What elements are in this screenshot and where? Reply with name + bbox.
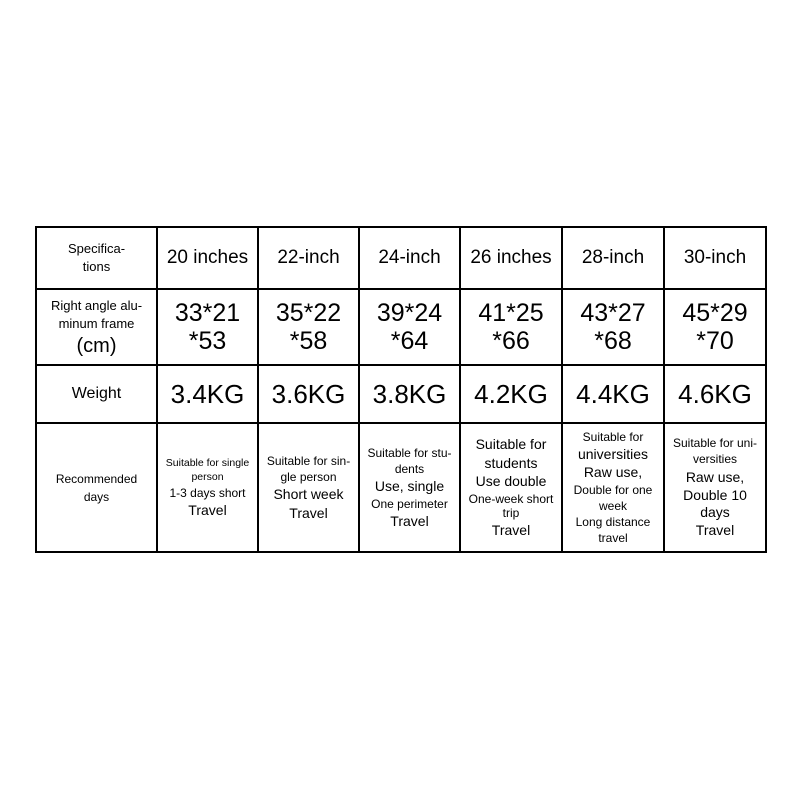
recommended-line: Suitable for sin-	[266, 453, 351, 468]
recommended-line: Suitable for	[475, 436, 547, 453]
dimensions-label: Right angle alu- minum frame	[50, 297, 143, 331]
specification-table	[35, 226, 767, 553]
recommended-line: Suitable for	[582, 429, 644, 444]
dimensions-value-5	[664, 289, 766, 365]
recommended-line: person	[191, 471, 224, 484]
recommended-line: 1-3 days short	[169, 485, 246, 500]
weight-text-1: 3.6KG	[271, 378, 346, 409]
recommended-line: Double for one	[573, 482, 653, 497]
recommended-line: Use double	[475, 473, 547, 490]
recommended-line: Raw use,	[583, 464, 643, 481]
recommended-line: travel	[598, 531, 628, 546]
header-specifications-cell	[36, 227, 157, 289]
dimensions-text-2: 39*24 *64	[376, 299, 443, 355]
recommended-lines-4	[567, 430, 659, 546]
weight-value-1	[258, 365, 359, 423]
size-label-4: 28-inch	[581, 247, 645, 268]
recommended-line: Suitable for stu-	[367, 445, 452, 460]
recommended-line: One-week short trip	[468, 491, 554, 521]
size-label-5: 30-inch	[683, 247, 747, 268]
recommended-cell-3	[460, 423, 562, 552]
weight-value-5	[664, 365, 766, 423]
table-row	[36, 365, 766, 423]
dimensions-value-4	[562, 289, 664, 365]
dimensions-text-5: 45*29 *70	[682, 299, 748, 355]
table-row	[36, 423, 766, 552]
recommended-line: versities	[692, 452, 737, 467]
recommended-line: Travel	[390, 512, 429, 529]
weight-text-2: 3.8KG	[372, 378, 447, 409]
recommended-cell-4	[562, 423, 664, 552]
recommended-lines-1	[263, 433, 354, 543]
recommended-cell-1	[258, 423, 359, 552]
recommended-lines-0	[162, 433, 253, 543]
weight-text-4: 4.4KG	[576, 378, 650, 409]
row-label-dimensions	[36, 289, 157, 365]
recommended-line: Double 10 days	[683, 487, 747, 520]
dimensions-value-3	[460, 289, 562, 365]
dimensions-text-4: 43*27 *68	[580, 299, 646, 355]
recommended-line: universities	[577, 445, 649, 462]
recommended-lines-5	[669, 433, 761, 543]
recommended-days-label: Recommended days	[55, 471, 138, 504]
dimensions-unit: (cm)	[76, 334, 117, 357]
weight-text-3: 4.2KG	[474, 378, 548, 409]
header-specifications-label: Specifica- tions	[67, 241, 126, 274]
recommended-line: Suitable for single	[165, 456, 250, 469]
weight-value-4	[562, 365, 664, 423]
recommended-line: Raw use,	[685, 468, 745, 485]
row-label-weight	[36, 365, 157, 423]
recommended-lines-2	[364, 433, 455, 543]
recommended-line: gle person	[280, 469, 337, 484]
header-size-cell-1	[258, 227, 359, 289]
dimensions-value-1	[258, 289, 359, 365]
dimensions-value-2	[359, 289, 460, 365]
size-label-0: 20 inches	[166, 247, 249, 268]
dimensions-text-1: 35*22 *58	[275, 299, 342, 355]
recommended-line: Short week	[273, 486, 344, 503]
recommended-line: One perimeter	[371, 496, 448, 511]
table-row	[36, 289, 766, 365]
dimensions-value-0	[157, 289, 258, 365]
table-header-row	[36, 227, 766, 289]
recommended-line: Suitable for uni-	[672, 436, 758, 451]
weight-text-5: 4.6KG	[678, 378, 752, 409]
weight-text-0: 3.4KG	[170, 378, 245, 409]
row-label-recommended-days	[36, 423, 157, 552]
recommended-line: week	[598, 498, 627, 513]
recommended-line: Travel	[491, 522, 531, 539]
header-size-cell-4	[562, 227, 664, 289]
size-label-3: 26 inches	[470, 247, 552, 268]
header-size-cell-0	[157, 227, 258, 289]
size-label-2: 24-inch	[378, 247, 441, 268]
recommended-line: Use, single	[374, 478, 445, 495]
recommended-lines-3	[465, 433, 557, 543]
weight-value-3	[460, 365, 562, 423]
size-label-1: 22-inch	[277, 247, 340, 268]
recommended-cell-2	[359, 423, 460, 552]
weight-value-0	[157, 365, 258, 423]
dimensions-text-3: 41*25 *66	[478, 299, 544, 355]
recommended-line: Travel	[289, 504, 328, 521]
recommended-line: Travel	[188, 501, 227, 518]
weight-label: Weight	[71, 385, 122, 402]
recommended-line: students	[484, 454, 538, 471]
recommended-line: dents	[394, 461, 425, 476]
dimensions-text-0: 33*21 *53	[174, 299, 241, 355]
recommended-line: Travel	[695, 522, 735, 539]
recommended-cell-0	[157, 423, 258, 552]
header-size-cell-2	[359, 227, 460, 289]
specification-table-container	[35, 226, 765, 553]
recommended-cell-5	[664, 423, 766, 552]
weight-value-2	[359, 365, 460, 423]
recommended-line: Long distance	[575, 515, 651, 530]
header-size-cell-5	[664, 227, 766, 289]
header-size-cell-3	[460, 227, 562, 289]
